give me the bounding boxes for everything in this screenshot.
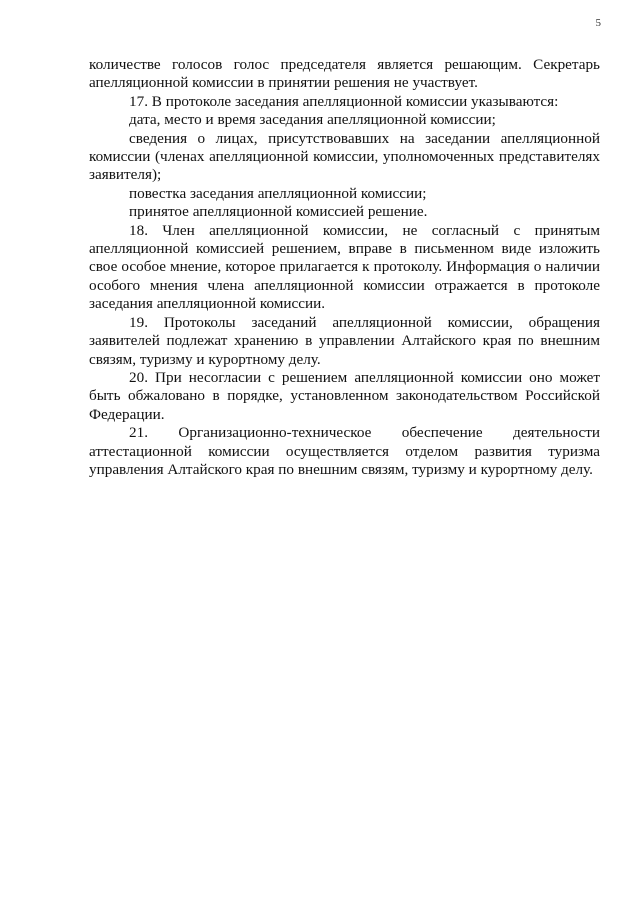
- paragraph-17-agenda: повестка заседания апелляционной комиссии;: [129, 184, 427, 202]
- paragraph-18: 18. Член апелляционной комиссии, не согласный с принятым апелляционной комиссией решением, вправе в письменном виде изложить свое особое мнение, которое прилагается к протоколу. Информация о наличии особого мнения члена апелляционной комиссии отражается в протоколе заседания апелляционной комиссии.: [89, 221, 600, 313]
- paragraph-21: 21. Организационно-техническое обеспечение деятельности аттестационной комиссии осуществляется отделом развития туризма управления Алтайского края по внешним связям, туризму и курортному делу.: [89, 424, 600, 478]
- paragraph-20: 20. При несогласии с решением апелляционной комиссии оно может быть обжаловано в порядке, установленном законодательством Российской Федерации.: [89, 368, 600, 423]
- paragraph-continuation: количестве голосов голос председателя является решающим. Секретарь апелляционной комиссии в принятии решения не участвует.: [89, 56, 600, 92]
- paragraph-17-decision: принятое апелляционной комиссией решение.: [129, 203, 428, 221]
- paragraph-17: 17. В протоколе заседания апелляционной комиссии указываются:: [129, 92, 559, 110]
- paragraph-19: 19. Протоколы заседаний апелляционной комиссии, обращения заявителей подлежат хранению в управлении Алтайского края по внешним связям, туризму и курортному делу.: [89, 313, 600, 368]
- paragraph-17-date: дата, место и время заседания апелляционной комиссии;: [129, 111, 496, 129]
- page-number: 5: [595, 17, 601, 29]
- paragraph-17-persons: сведения о лицах, присутствовавших на заседании апелляционной комиссии (членах апелляционной комиссии, уполномоченных представителях заявителя);: [89, 129, 600, 184]
- document-body: [89, 56, 600, 479]
